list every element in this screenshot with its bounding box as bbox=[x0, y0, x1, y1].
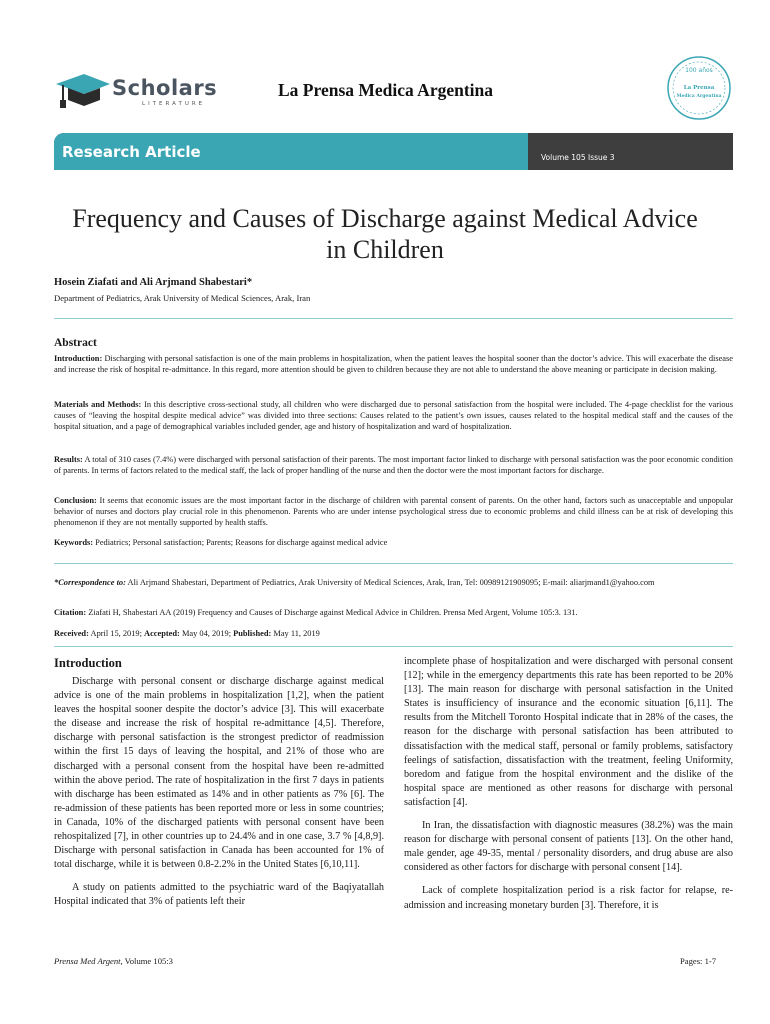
abstract-results bbox=[54, 454, 733, 476]
anniversary-seal bbox=[666, 55, 732, 121]
graduation-cap-icon bbox=[54, 70, 112, 114]
scholars-logo bbox=[54, 70, 224, 114]
abstract-methods-label: Materials and Methods: bbox=[54, 400, 142, 409]
abstract-intro-label: Introduction: bbox=[54, 354, 103, 363]
abstract-introduction bbox=[54, 353, 733, 375]
body-paragraph: Lack of complete hospitalization period is a risk factor for relapse, re-admission and increasing monetary burden [3]. Therefore, it is bbox=[404, 885, 733, 911]
article-title: Frequency and Causes of Discharge against Medical Advice in Children bbox=[72, 204, 698, 264]
seal-icon bbox=[666, 55, 732, 121]
seal-top-text: 100 años bbox=[685, 67, 713, 74]
correspondence bbox=[54, 577, 733, 588]
dates-line bbox=[54, 628, 733, 639]
abstract-heading: Abstract bbox=[54, 337, 97, 349]
logo-sub-text: LITERATURE bbox=[142, 101, 206, 107]
right-column bbox=[404, 655, 733, 913]
body-paragraph: Discharge with personal consent or discharge discharge against medical advice is one of the main problems in hospitalization [1,2], when the patient leaves the hospital sooner despite the doctor’s advice [3]. This will exacerbate the disease and increase the risk of hospital re-admittance [4,5]. Therefore, discharge with personal satisfaction is the strongest predictor of readmission within the first 15 days of leaving the hospital, and 21% of those who are discharged with a personal consent from the hospital have been re-admitted within the above period. The rate of hospitalization in the first 7 days in patients with discharge has been estimated as 14% and in other patients as 7% [6]. The re-admission of these patients has been reported more or less in some countries; in Canada, 10% of the discharged patients with personal consent have been rehospitalized [7], in other countries up to 24.4% and in one case, 3.7 % [4,8,9]. Discharge with personal satisfaction in Canada has been accounted for 1% of total discharge, while it is between 0.8-2.2% in the United States [6,10,11]. bbox=[54, 676, 384, 871]
abstract-conclusion-text: It seems that economic issues are the most important factor in the discharge of children with parental consent of parents. On the other hand, factors such as unacceptable and unpopular behavior of nurses and doctors play crucial role in this phenomenon. Parents who are under intense psychological stress due to economic problems and child illness can be at risk of developing this phenomenon if they are not mentally supported by health staffs. bbox=[54, 496, 733, 528]
journal-title: La Prensa Medica Argentina bbox=[278, 80, 494, 100]
logo-brand-text: Scholars bbox=[112, 76, 218, 100]
citation-label: Citation: bbox=[54, 608, 87, 617]
abstract-intro-text: Discharging with personal satisfaction is one of the main problems in hospitalization, when the patient leaves the hospital sooner than the doctor’s advice. This will exacerbate the disease and increase the risk of hospital re-admittance. In this regard, more attention should be given to children because they are not able to understand the above meaning or participate in decision making. bbox=[54, 354, 733, 375]
published-label: Published: bbox=[233, 629, 272, 638]
keywords bbox=[54, 537, 733, 548]
citation-text: Ziafati H, Shabestari AA (2019) Frequency and Causes of Discharge against Medical Advice in Children. Prensa Med Argent, Volume 105:3. 131. bbox=[86, 608, 578, 617]
published-date: May 11, 2019 bbox=[271, 629, 320, 638]
abstract-methods-text: In this descriptive cross-sectional study, all children who were discharged due to personal satisfaction from the hospital were included. The 4-page checklist for the various causes of “leaving the hospital despite medical advice” was divided into three sections: Causes related to the patient’s own issues, causes related to the hospital medical staff and the causes of the hospital situation, and a page of demographical variables included gender, age and history of hospitalization and ward of hospitalization. bbox=[54, 400, 734, 432]
body-paragraph: In Iran, the dissatisfaction with diagnostic measures (38.2%) was the main reason for discharge with personal consent of patients [13]. On the other hand, male gender, age 49-35, mental / personality disorders, and drug abuse are also considered as other factors for discharge with personal consent [14]. bbox=[404, 820, 733, 874]
abstract-conclusion-label: Conclusion: bbox=[54, 496, 97, 505]
correspondence-text: Ali Arjmand Shabestari, Department of Pediatrics, Arak University of Medical Sciences, Arak, Iran, Tel: 00989121909095; E-mail: aliarjmand1@yahoo.com bbox=[125, 578, 655, 587]
footer-journal-name: Prensa Med Argent, bbox=[54, 956, 123, 966]
keywords-text: Pediatrics; Personal satisfaction; Parents; Reasons for discharge against medical advice bbox=[93, 538, 388, 547]
article-type-label: Research Article bbox=[62, 143, 201, 161]
divider bbox=[54, 646, 733, 647]
footer-volume: Volume 105:3 bbox=[122, 956, 173, 966]
authors: Hosein Ziafati and Ali Arjmand Shabestari* bbox=[54, 277, 253, 288]
footer-journal-ref bbox=[54, 956, 173, 966]
footer-pages: Pages: 1-7 bbox=[680, 956, 717, 966]
abstract-results-text: A total of 310 cases (7.4%) were discharged with personal satisfaction of their parents. The most important factor linked to discharge with personal satisfaction was the poor economic condition of parents. In terms of factors related to the medical staff, the lack of proper handling of the nurse and then the doctor were the most important factors for discharge. bbox=[54, 455, 733, 476]
seal-line1-text: La Prensa bbox=[683, 85, 715, 91]
affiliation: Department of Pediatrics, Arak University of Medical Sciences, Arak, Iran bbox=[54, 293, 311, 303]
abstract-conclusion bbox=[54, 495, 733, 529]
body-paragraph: incomplete phase of hospitalization and were discharged with personal consent [12]; while in the emergency departments this rate has been reported to be 20% [13]. The main reason for discharge with personal satisfaction in the United States is insufficiency of insurance and the economic situation [6,11]. The results from the Mitchell Toronto Hospital indicate that in 28% of the cases, the reason for the discharge with personal satisfaction has been attributed to dissatisfaction with the medical staff, personal or family problems, satisfactory feelings of satisfaction, dissatisfaction with the treatment, feeling Uniformity, boredom and fatigue from the hospital environment and the dislike of the hospital space are mentioned as other reasons for discharge with personal satisfaction [4]. bbox=[404, 656, 733, 808]
keywords-label: Keywords: bbox=[54, 538, 94, 547]
volume-issue-label: Volume 105 Issue 3 bbox=[541, 153, 615, 162]
received-label: Received: bbox=[54, 629, 89, 638]
correspondence-label: *Correspondence to: bbox=[54, 578, 126, 587]
received-date: April 15, 2019; bbox=[88, 629, 145, 638]
left-column bbox=[54, 675, 384, 910]
introduction-heading: Introduction bbox=[54, 656, 122, 670]
accepted-date: May 04, 2019; bbox=[179, 629, 234, 638]
article-type-banner bbox=[54, 133, 733, 170]
abstract-methods bbox=[54, 399, 733, 433]
banner-teal-section bbox=[54, 133, 528, 170]
seal-line2-text: Medica Argentina bbox=[676, 94, 722, 99]
abstract-results-label: Results: bbox=[54, 455, 83, 464]
divider bbox=[54, 563, 733, 564]
citation bbox=[54, 607, 733, 618]
divider bbox=[54, 318, 733, 319]
accepted-label: Accepted: bbox=[144, 629, 180, 638]
body-paragraph: A study on patients admitted to the psychiatric ward of the Baqiyatallah Hospital indicated that 3% of patients left their bbox=[54, 882, 384, 908]
